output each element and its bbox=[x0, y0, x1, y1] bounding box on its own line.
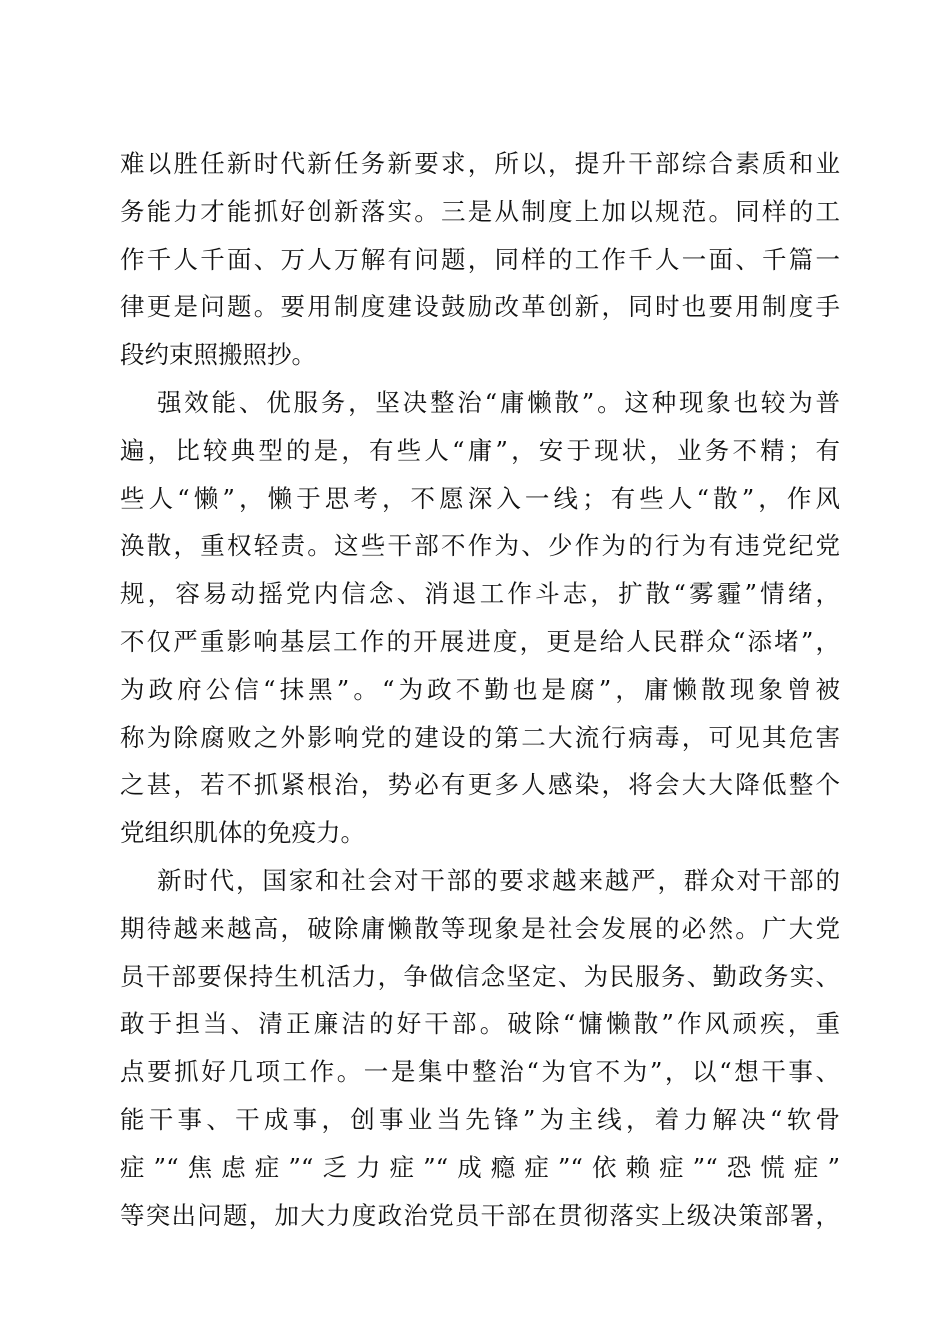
text-line: 些人“懒”，懒于思考，不愿深入一线；有些人“散”，作风 bbox=[120, 483, 840, 513]
text-line: 期待越来越高，破除庸懒散等现象是社会发展的必然。广大党 bbox=[120, 913, 840, 943]
text-line: 遍，比较典型的是，有些人“庸”，安于现状，业务不精；有 bbox=[120, 435, 840, 465]
text-line: 敢于担当、清正廉洁的好干部。破除“慵懒散”作风顽疾，重 bbox=[120, 1009, 840, 1039]
text-line: 症”“焦虑症”“乏力症”“成瘾症”“依赖症”“恐慌症” bbox=[120, 1152, 840, 1182]
text-line: 务能力才能抓好创新落实。三是从制度上加以规范。同样的工 bbox=[120, 196, 840, 226]
text-line: 员干部要保持生机活力，争做信念坚定、为民服务、勤政务实、 bbox=[120, 961, 840, 991]
text-line: 之甚，若不抓紧根治，势必有更多人感染，将会大大降低整个 bbox=[120, 770, 840, 800]
text-line: 点要抓好几项工作。一是集中整治“为官不为”，以“想干事、 bbox=[120, 1057, 840, 1087]
text-line: 称为除腐败之外影响党的建设的第二大流行病毒，可见其危害 bbox=[120, 722, 840, 752]
text-line: 段约束照搬照抄。 bbox=[120, 340, 316, 370]
paragraph-3 bbox=[120, 857, 840, 1239]
paragraph-1 bbox=[120, 140, 840, 379]
text-line: 规，容易动摇党内信念、消退工作斗志，扩散“雾霾”情绪， bbox=[120, 579, 840, 609]
text-line: 等突出问题，加大力度政治党员干部在贯彻落实上级决策部署， bbox=[120, 1200, 840, 1230]
text-line: 涣散，重权轻责。这些干部不作为、少作为的行为有违党纪党 bbox=[120, 531, 840, 561]
text-line: 能干事、干成事，创事业当先锋”为主线，着力解决“软骨 bbox=[120, 1104, 840, 1134]
text-line: 律更是问题。要用制度建设鼓励改革创新，同时也要用制度手 bbox=[120, 292, 840, 322]
text-line: 作千人千面、万人万解有问题，同样的工作千人一面、千篇一 bbox=[120, 244, 840, 274]
text-line: 为政府公信“抹黑”。“为政不勤也是腐”，庸懒散现象曾被 bbox=[120, 674, 840, 704]
paragraph-2 bbox=[120, 379, 840, 857]
text-line: 难以胜任新时代新任务新要求，所以，提升干部综合素质和业 bbox=[120, 149, 840, 178]
text-line: 不仅严重影响基层工作的开展进度，更是给人民群众“添堵”， bbox=[120, 626, 840, 656]
text-line: 新时代，国家和社会对干部的要求越来越严，群众对干部的 bbox=[157, 865, 840, 895]
text-line: 党组织肌体的免疫力。 bbox=[120, 818, 365, 848]
text-line: 强效能、优服务，坚决整治“庸懒散”。这种现象也较为普 bbox=[157, 387, 840, 417]
body-text bbox=[120, 140, 840, 1239]
